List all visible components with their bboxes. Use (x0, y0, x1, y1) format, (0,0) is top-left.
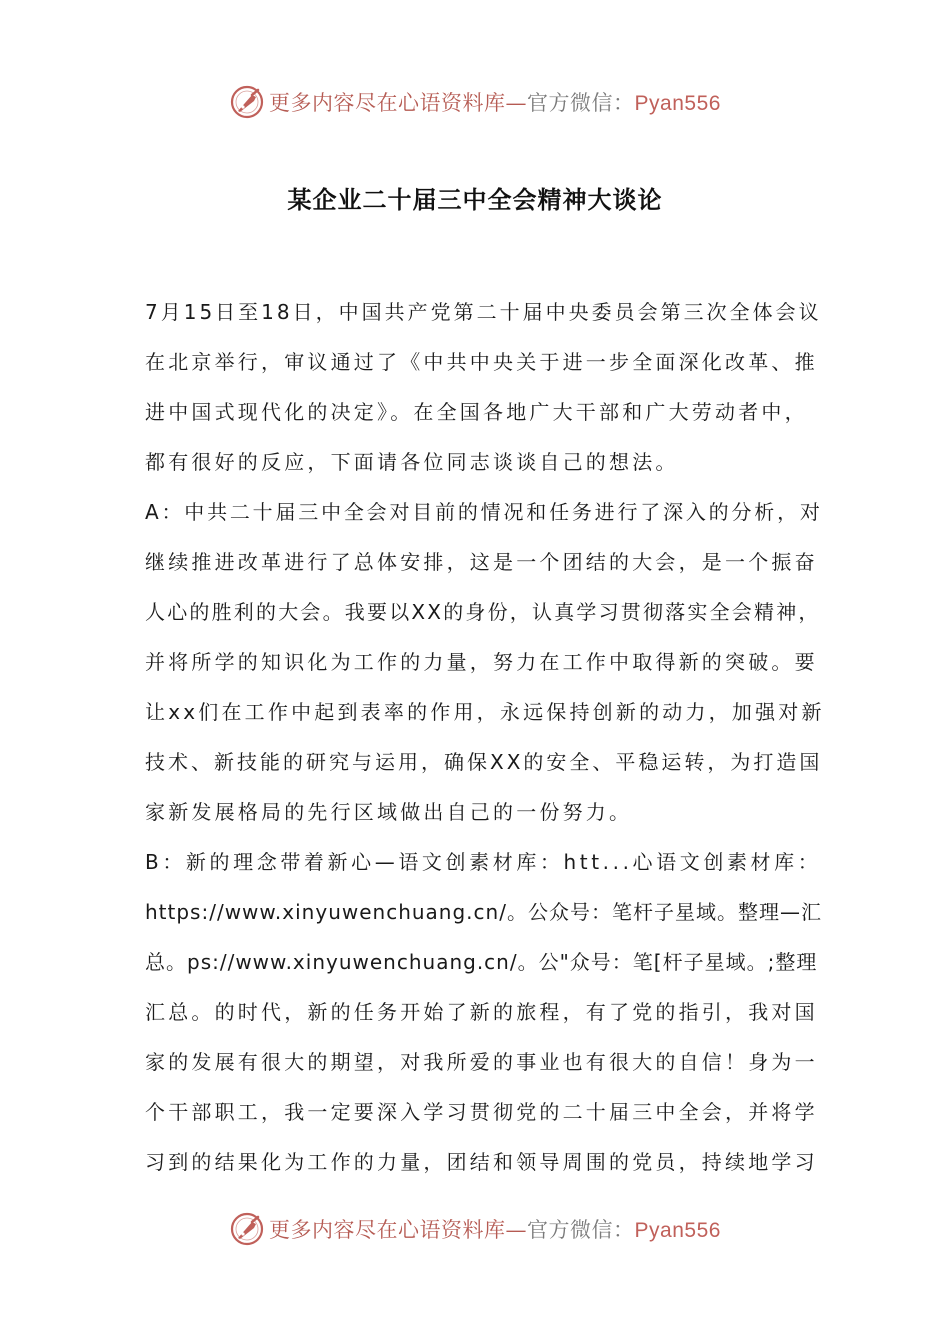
banner-wechat-id: Pyan556 (634, 92, 721, 115)
body-line: 家新发展格局的先行区域做出自己的一份努力。 (145, 800, 633, 824)
body-line: 继续推进改革进行了总体安排，这是一个团结的大会，是一个振奋 (145, 550, 818, 574)
banner-wechat-id: Pyan556 (634, 1219, 721, 1242)
body-line: 汇总。的时代，新的任务开始了新的旅程，有了党的指引，我对国 (145, 1000, 818, 1024)
body-line: 技术、新技能的研究与运用，确保XX的安全、平稳运转，为打造国 (145, 750, 823, 774)
pen-nib-logo-icon (229, 1211, 265, 1247)
footer-banner (0, 1207, 950, 1251)
body-line: 在北京举行，审议通过了《中共中央关于进一步全面深化改革、推 (145, 350, 818, 374)
body-line: 习到的结果化为工作的力量，团结和领导周围的党员，持续地学习 (145, 1150, 818, 1174)
body-line: 家的发展有很大的期望，对我所爱的事业也有很大的自信！身为一 (145, 1050, 818, 1074)
body-line: 都有很好的反应，下面请各位同志谈谈自己的想法。 (145, 450, 679, 474)
body-line: 人心的胜利的大会。我要以XX的身份，认真学习贯彻落实全会精神， (145, 600, 821, 624)
body-line: https://www.xinyuwenchuang.cn/。公众号：笔杆子星域。整理—汇 (145, 900, 822, 924)
body-line: B：新的理念带着新心—语文创素材库：htt...心语文创素材库： (145, 850, 822, 874)
banner-separator: — (505, 1218, 528, 1242)
banner-text (269, 87, 721, 117)
body-line: 总。ps://www.xinyuwenchuang.cn/。公"众号：笔[杆子星域。;整理 (145, 950, 818, 974)
header-banner (0, 80, 950, 124)
body-line: 并将所学的知识化为工作的力量，努力在工作中取得新的突破。要 (145, 650, 818, 674)
banner-main-text: 更多内容尽在心语资料库 (269, 91, 506, 115)
body-line: 进中国式现代化的决定》。在全国各地广大干部和广大劳动者中， (145, 400, 808, 424)
banner-text (269, 1214, 721, 1244)
body-line: 让xx们在工作中起到表率的作用，永远保持创新的动力，加强对新 (145, 700, 825, 724)
banner-official-label: 官方微信： (527, 1218, 635, 1242)
body-line: A：中共二十届三中全会对目前的情况和任务进行了深入的分析，对 (145, 500, 823, 524)
banner-main-text: 更多内容尽在心语资料库 (269, 1218, 506, 1242)
banner-official-label: 官方微信： (527, 91, 635, 115)
document-title: 某企业二十届三中全会精神大谈论 (287, 186, 663, 214)
banner-separator: — (505, 91, 528, 115)
document-body (145, 292, 825, 1192)
pen-nib-logo-icon (229, 84, 265, 120)
body-line: 个干部职工，我一定要深入学习贯彻党的二十届三中全会，并将学 (145, 1100, 818, 1124)
body-line: 7月15日至18日，中国共产党第二十届中央委员会第三次全体会议 (145, 300, 822, 324)
